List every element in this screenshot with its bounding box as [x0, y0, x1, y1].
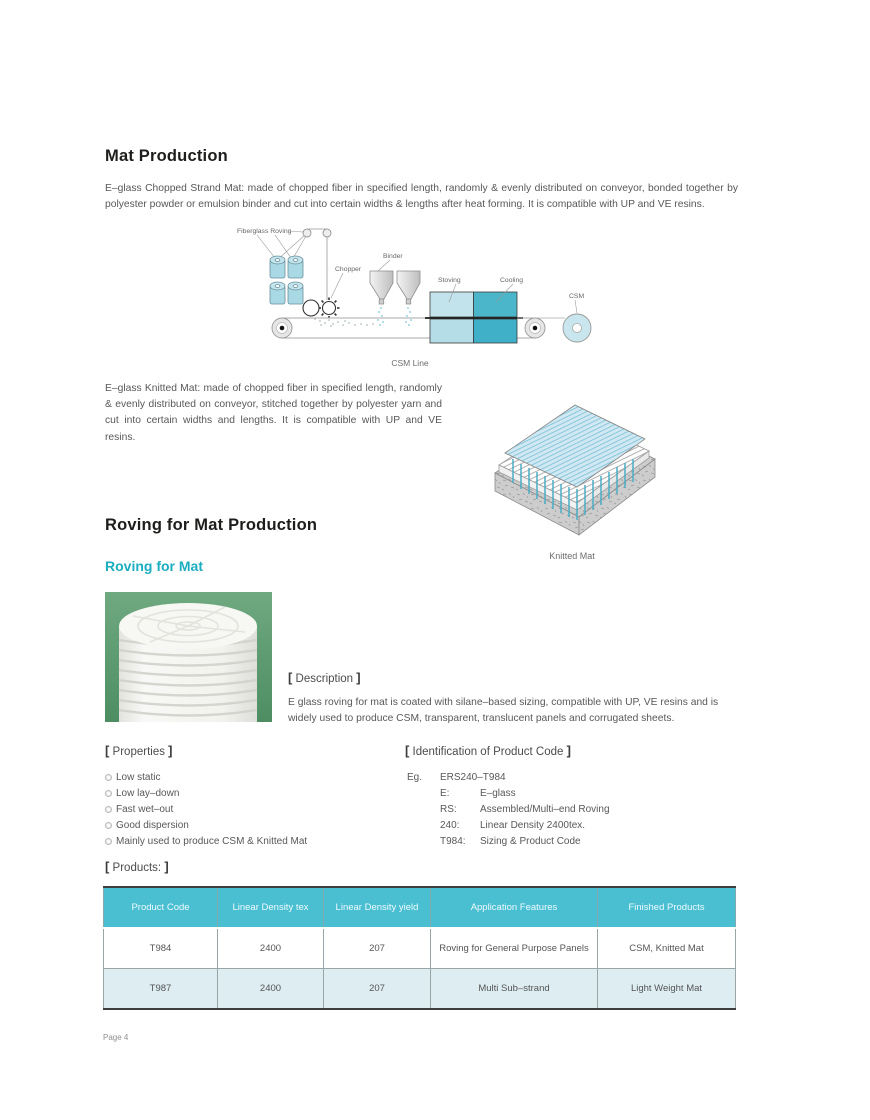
bullet-ring-icon	[105, 838, 112, 845]
col-linear-density-yield: Linear Density yield	[324, 887, 431, 928]
col-finished-products: Finished Products	[598, 887, 736, 928]
bracket-open: [	[405, 743, 410, 758]
bullet-ring-icon	[105, 774, 112, 781]
col-product-code: Product Code	[104, 887, 218, 928]
identification-heading: [ Identification of Product Code ]	[405, 743, 571, 758]
property-item: Low lay–down	[105, 785, 307, 801]
roving-for-mat-subtitle: Roving for Mat	[105, 558, 203, 574]
binder-droplets	[377, 307, 412, 326]
properties-heading: [ Properties ]	[105, 743, 173, 758]
col-application-features: Application Features	[431, 887, 598, 928]
description-heading: [ Description ]	[288, 670, 361, 685]
bullet-ring-icon	[105, 790, 112, 797]
identification-block	[407, 769, 610, 849]
code-row: T984: Sizing & Product Code	[440, 835, 581, 847]
roving-photo	[105, 592, 272, 722]
csm-label: CSM	[569, 293, 585, 300]
code-row: E: E–glass	[440, 787, 516, 799]
eg-code: ERS240–T984	[440, 771, 506, 783]
bracket-open: [	[288, 670, 293, 685]
table-row: T987 2400 207 Multi Sub–strand Light Weight Mat	[104, 969, 736, 1010]
chopped-fiber	[314, 318, 374, 327]
table-row: T984 2400 207 Roving for General Purpose Panels CSM, Knitted Mat	[104, 928, 736, 969]
fiberglass-roving-label: Fiberglass Roving	[237, 228, 292, 235]
bracket-close: ]	[164, 859, 169, 874]
table-header-row	[104, 887, 736, 928]
products-heading: [ Products: ]	[105, 859, 169, 874]
bracket-close: ]	[168, 743, 173, 758]
bracket-close: ]	[566, 743, 571, 758]
code-row: RS: Assembled/Multi–end Roving	[440, 803, 610, 815]
bracket-open: [	[105, 743, 110, 758]
properties-list	[105, 769, 307, 849]
binder-label: Binder	[383, 253, 403, 260]
products-table	[103, 886, 736, 1010]
mat-production-intro: E–glass Chopped Strand Mat: made of chopped fiber in specified length, randomly & evenly distributed on conveyor, bonded together by polyester powder or emulsion binder and cut into certain widths & lengths after heat forming. It is compatible with UP and VE resins.	[105, 183, 738, 210]
bullet-ring-icon	[105, 822, 112, 829]
knitted-mat-text: E–glass Knitted Mat: made of chopped fiber in specified length, randomly & evenly distributed on conveyor, stitched together by polyester yarn and cut into certain widths and lengths. It is compatible with UP and VE resins.	[105, 383, 442, 443]
bullet-ring-icon	[105, 806, 112, 813]
page-number: Page 4	[103, 1033, 129, 1042]
bracket-close: ]	[356, 670, 361, 685]
col-linear-density-tex: Linear Density tex	[218, 887, 324, 928]
bracket-open: [	[105, 859, 110, 874]
property-item: Mainly used to produce CSM & Knitted Mat	[105, 833, 307, 849]
eg-label: Eg.	[407, 771, 423, 783]
chopper-rollers	[303, 298, 340, 319]
description-body: E glass roving for mat is coated with silane–based sizing, compatible with UP, VE resins and is widely used to produce CSM, transparent, translucent panels and corrugated sheets.	[288, 697, 719, 724]
csm-line-caption: CSM Line	[391, 358, 429, 368]
property-item: Low static	[105, 769, 307, 785]
mat-production-title: Mat Production	[105, 147, 228, 165]
roving-for-mat-production-title: Roving for Mat Production	[105, 516, 318, 534]
chopper-label: Chopper	[335, 266, 362, 273]
stoving-label: Stoving	[438, 277, 461, 284]
label-pointer-lines	[257, 231, 303, 258]
csm-line-diagram	[225, 222, 595, 352]
knitted-mat-illustration	[487, 393, 657, 551]
property-item: Good dispersion	[105, 817, 307, 833]
csm-roll	[563, 314, 591, 342]
binder-hoppers	[370, 271, 420, 304]
property-item: Fast wet–out	[105, 801, 307, 817]
knitted-mat-caption: Knitted Mat	[549, 551, 595, 561]
code-row: 240: Linear Density 2400tex.	[440, 819, 586, 831]
cooling-label: Cooling	[500, 277, 524, 284]
roving-packages	[270, 256, 303, 304]
